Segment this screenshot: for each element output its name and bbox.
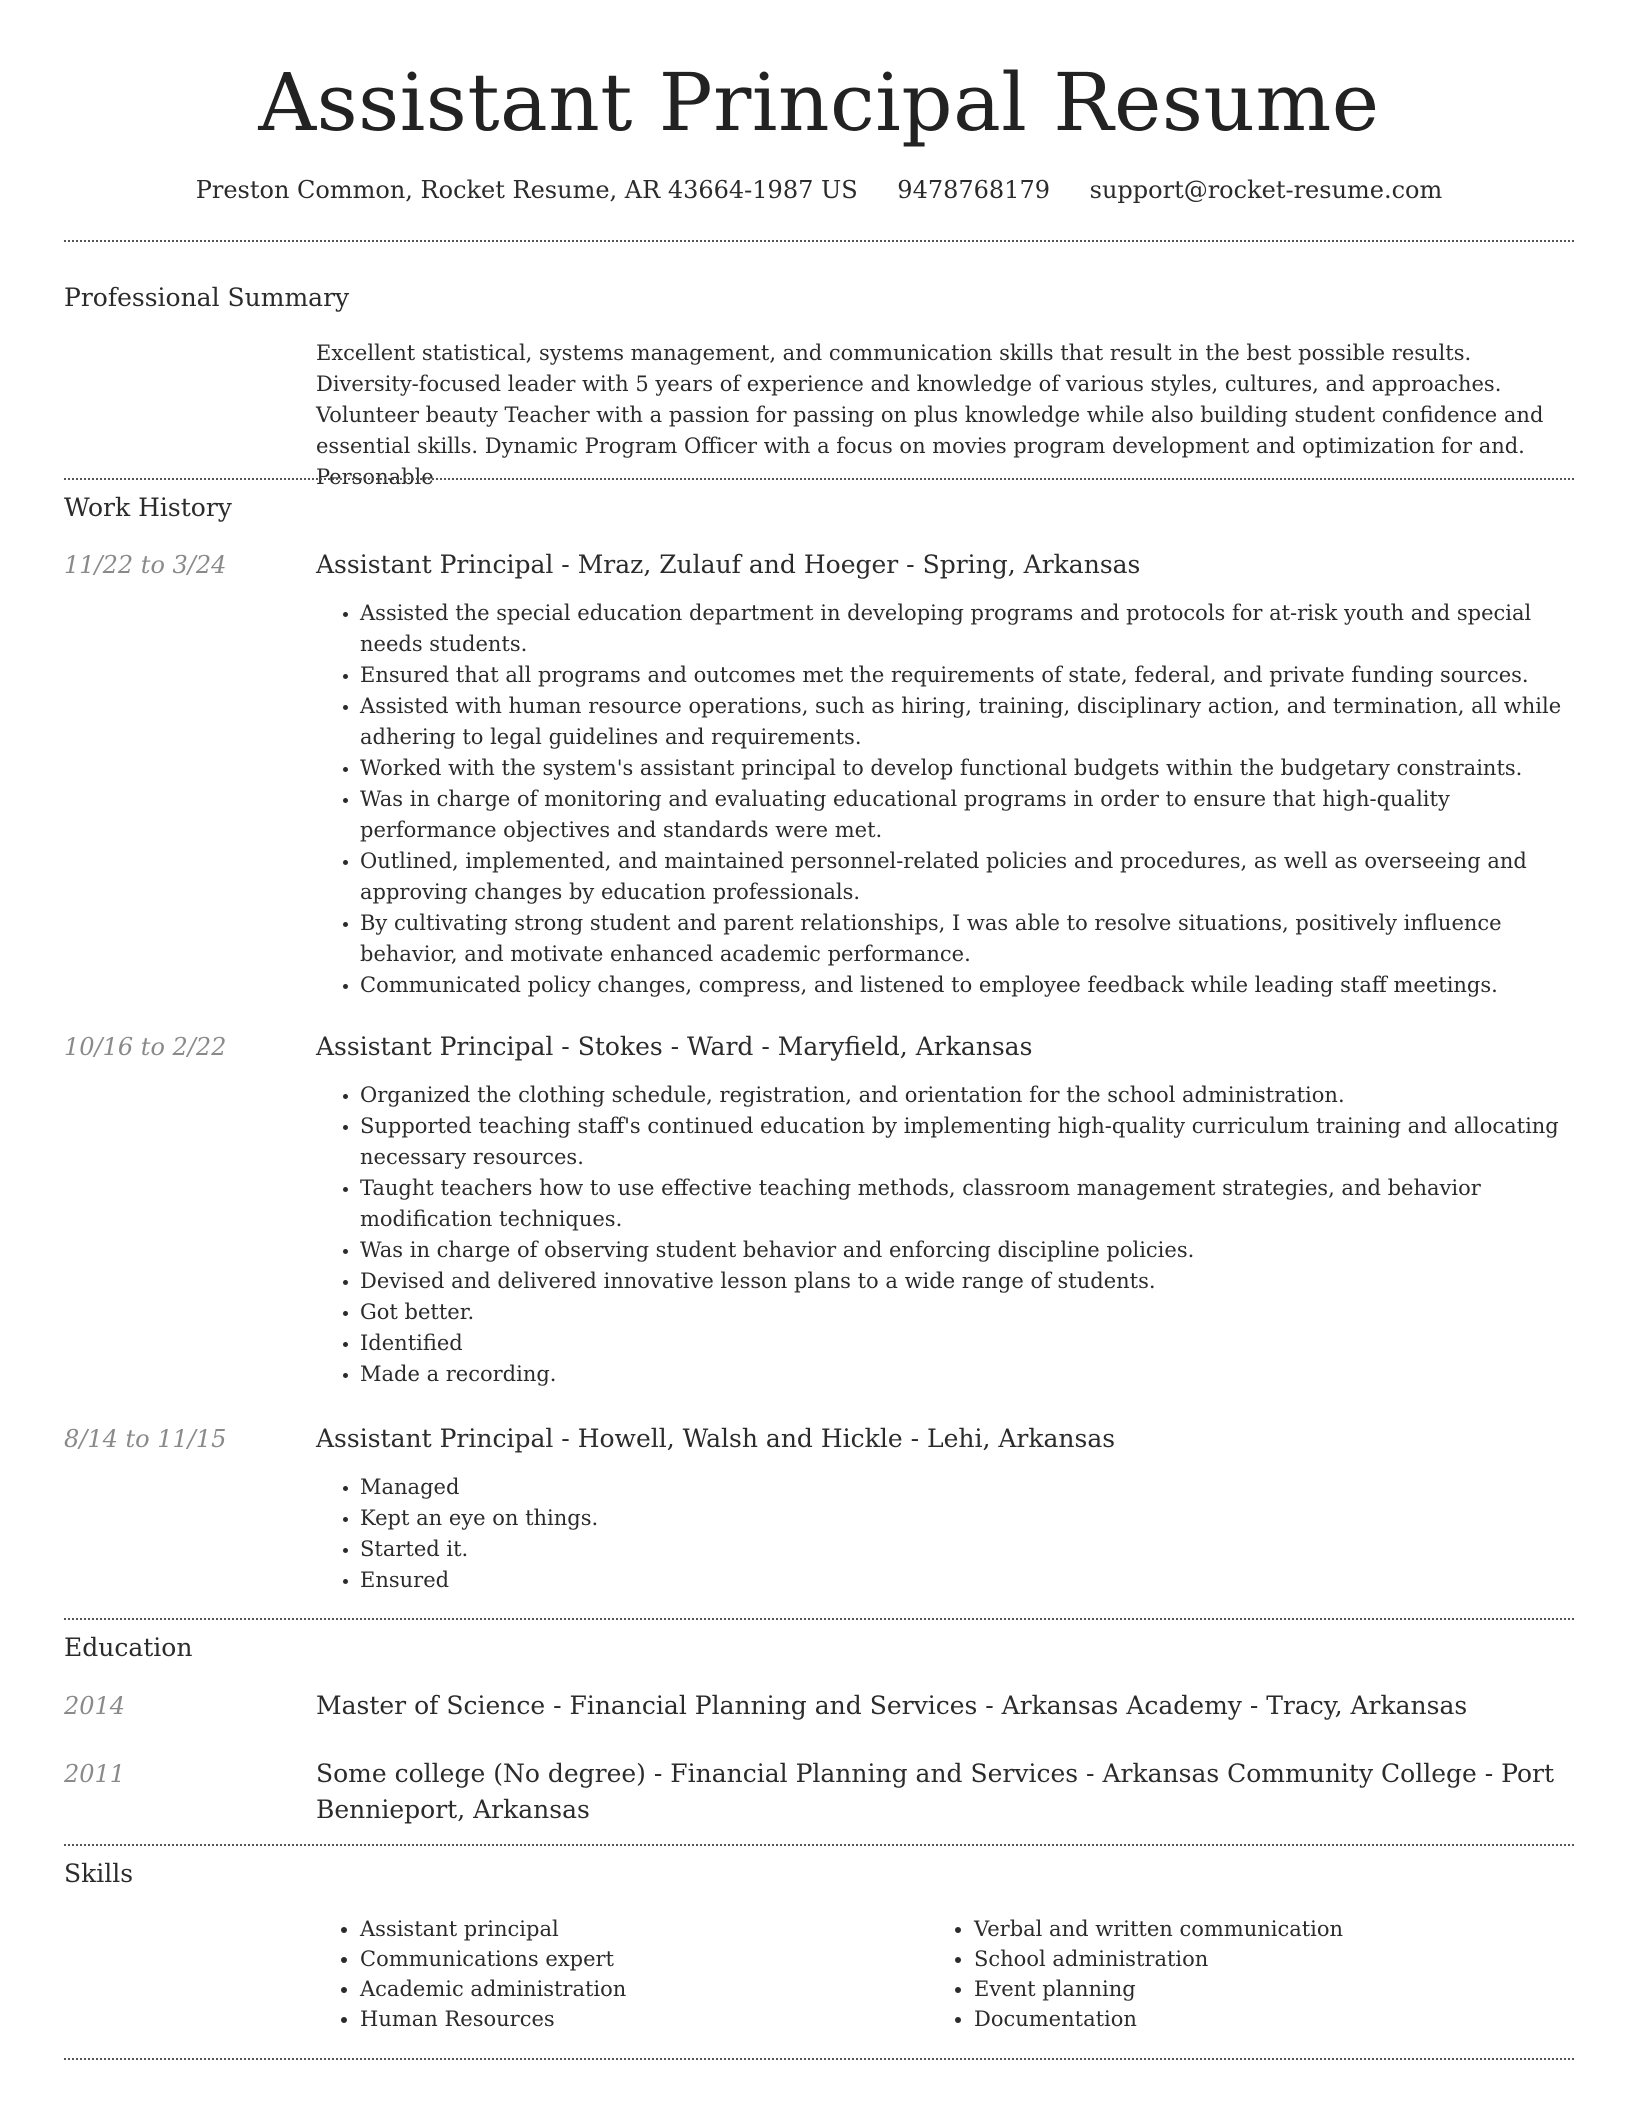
list-item: • Assistant principal	[360, 1914, 916, 1944]
section-divider	[64, 1844, 1574, 1846]
education-date: 2014	[64, 1692, 126, 1720]
job-title: Assistant Principal - Howell, Walsh and Hickle - Lehi, Arkansas	[316, 1424, 1116, 1453]
job-title: Assistant Principal - Stokes - Ward - Maryfield, Arkansas	[316, 1032, 1033, 1061]
list-item: • Assisted with human resource operations, such as hiring, training, disciplinary action, and termination, all while adhering to legal guidelines and requirements.	[360, 691, 1574, 753]
section-divider	[64, 240, 1574, 242]
job-date: 10/16 to 2/22	[64, 1033, 227, 1061]
list-item: • Was in charge of observing student behavior and enforcing discipline policies.	[360, 1235, 1574, 1266]
list-item: • Human Resources	[360, 2004, 916, 2034]
list-item: • Communicated policy changes, compress, and listened to employee feedback while leading staff meetings.	[360, 970, 1574, 1001]
list-item: • Worked with the system's assistant principal to develop functional budgets within the budgetary constraints.	[360, 753, 1574, 784]
education-title: Some college (No degree) - Financial Planning and Services - Arkansas Community College - Port Bennieport, Arkansas	[316, 1759, 1554, 1824]
contact-email: support@rocket-resume.com	[1089, 176, 1443, 204]
section-divider	[64, 2058, 1574, 2060]
education-heading: Education	[64, 1633, 193, 1662]
contact-line	[64, 170, 1574, 210]
summary-text: Excellent statistical, systems management, and communication skills that result in the best possible results. Diversity-focused leader with 5 years of experience and knowledge of various styles, cultures, and approaches. Volunteer beauty Teacher with a passion for passing on plus knowledge while also building student confidence and essential skills. Dynamic Program Officer with a focus on movies program development and optimization for and. Personable	[316, 341, 1544, 489]
list-item: • School administration	[974, 1944, 1530, 1974]
page-title: Assistant Principal Resume	[258, 56, 1380, 149]
list-item: • Devised and delivered innovative lesson plans to a wide range of students.	[360, 1266, 1574, 1297]
job-bullets	[316, 1472, 1574, 1596]
section-divider	[64, 1618, 1574, 1620]
list-item: • Event planning	[974, 1974, 1530, 2004]
skills-list-right	[930, 1914, 1530, 2034]
skills-list-left	[316, 1914, 916, 2034]
contact-address: Preston Common, Rocket Resume, AR 43664-1987 US	[195, 176, 858, 204]
list-item: • Academic administration	[360, 1974, 916, 2004]
skills-heading: Skills	[64, 1859, 134, 1888]
list-item: • Was in charge of monitoring and evaluating educational programs in order to ensure that high-quality performance objectives and standards were met.	[360, 784, 1574, 846]
list-item: • Assisted the special education department in developing programs and protocols for at-risk youth and special needs students.	[360, 598, 1574, 660]
list-item: • Outlined, implemented, and maintained personnel-related policies and procedures, as well as overseeing and approving changes by education professionals.	[360, 846, 1574, 908]
list-item: • Organized the clothing schedule, registration, and orientation for the school administration.	[360, 1080, 1574, 1111]
list-item: • Documentation	[974, 2004, 1530, 2034]
list-item: • Kept an eye on things.	[360, 1503, 1574, 1534]
education-date: 2011	[64, 1760, 126, 1788]
job-title: Assistant Principal - Mraz, Zulauf and Hoeger - Spring, Arkansas	[316, 550, 1141, 579]
job-date: 8/14 to 11/15	[64, 1425, 227, 1453]
summary-heading: Professional Summary	[64, 283, 350, 312]
list-item: • Made a recording.	[360, 1359, 1574, 1390]
contact-phone: 9478768179	[897, 176, 1050, 204]
work-heading: Work History	[64, 493, 232, 522]
list-item: • Ensured that all programs and outcomes met the requirements of state, federal, and private funding sources.	[360, 660, 1574, 691]
list-item: • Verbal and written communication	[974, 1914, 1530, 1944]
section-divider	[64, 478, 1574, 480]
job-date: 11/22 to 3/24	[64, 551, 227, 579]
list-item: • Ensured	[360, 1565, 1574, 1596]
list-item: • Got better.	[360, 1297, 1574, 1328]
education-title: Master of Science - Financial Planning and Services - Arkansas Academy - Tracy, Arkansas	[316, 1691, 1468, 1720]
list-item: • Identified	[360, 1328, 1574, 1359]
list-item: • Started it.	[360, 1534, 1574, 1565]
list-item: • Supported teaching staff's continued education by implementing high-quality curriculum training and allocating necessary resources.	[360, 1111, 1574, 1173]
job-bullets	[316, 598, 1574, 1001]
job-bullets	[316, 1080, 1574, 1390]
list-item: • Communications expert	[360, 1944, 916, 1974]
list-item: • Taught teachers how to use effective teaching methods, classroom management strategies, and behavior modification techniques.	[360, 1173, 1574, 1235]
list-item: • By cultivating strong student and parent relationships, I was able to resolve situations, positively influence behavior, and motivate enhanced academic performance.	[360, 908, 1574, 970]
list-item: • Managed	[360, 1472, 1574, 1503]
